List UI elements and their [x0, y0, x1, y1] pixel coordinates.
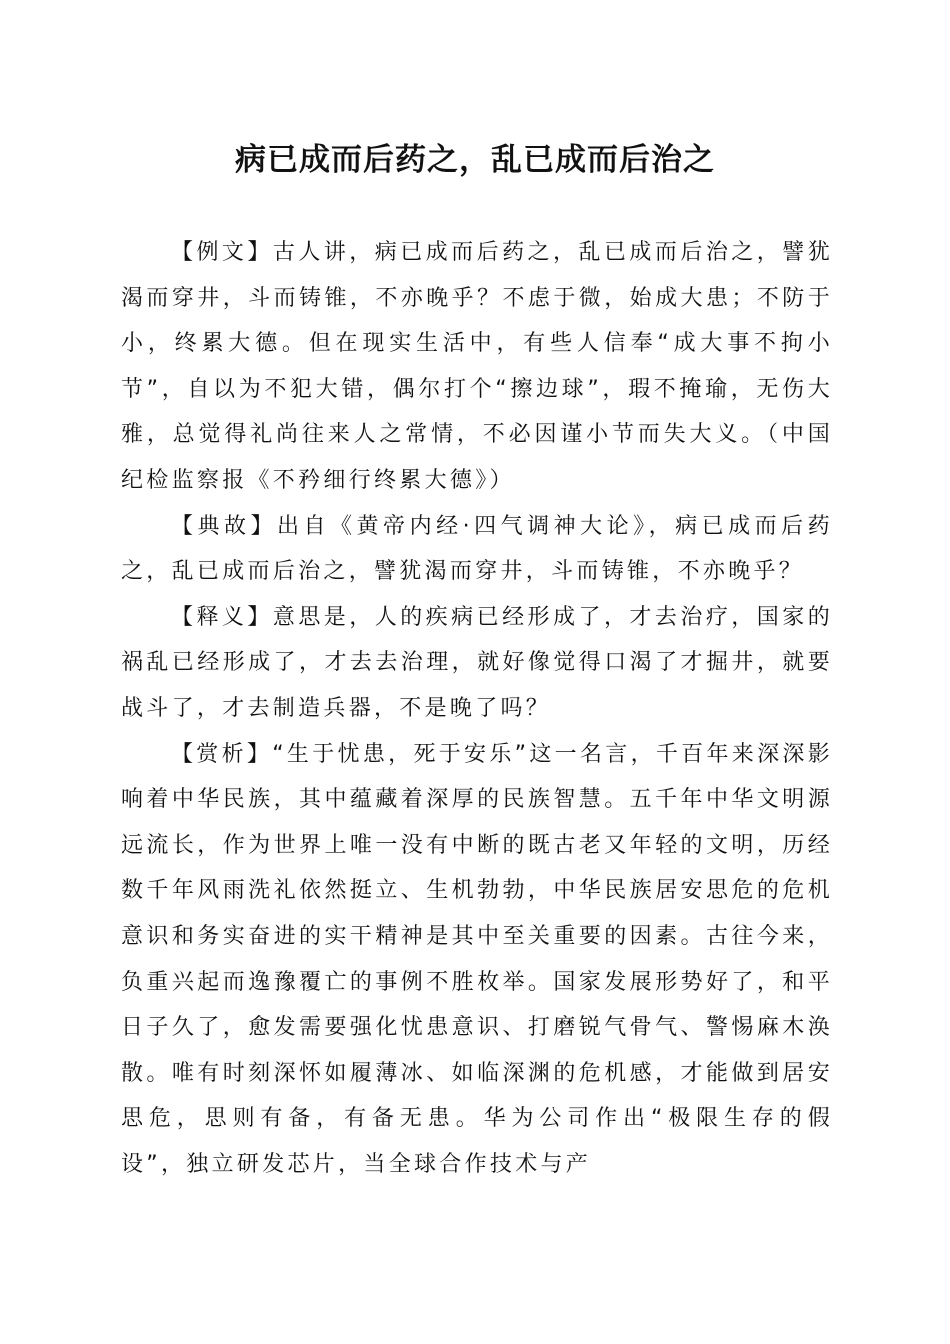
- paragraph-text: “生于忧患，死于安乐”这一名言，千百年来深深影响着中华民族，其中蕴藏着深厚的民族智慧。五千年中华文明源远流长，作为世界上唯一没有中断的既古老又年轻的文明，历经数千年风雨洗礼依然挺立、生机勃勃，中华民族居安思危的危机意识和务实奋进的实干精神是其中至关重要的因素。古往今来，负重兴起而逸豫覆亡的事例不胜枚举。国家发展形势好了，和平日子久了，愈发需要强化忧患意识、打磨锐气骨气、警惕麻木涣散。唯有时刻深怀如履薄冰、如临深渊的危机感，才能做到居安思危，思则有备，有备无患。华为公司作出“极限生存的假设”，独立研发芯片，当全球合作技术与产: [121, 741, 833, 1177]
- paragraph-appreciation: [121, 732, 833, 1188]
- paragraph-tag: 【典故】: [171, 513, 278, 539]
- document-body: [121, 230, 833, 1187]
- paragraph-example: [121, 230, 833, 504]
- paragraph-allusion: [121, 504, 833, 595]
- paragraph-text: 古人讲，病已成而后药之，乱已成而后治之，譬犹渴而穿井，斗而铸锥，不亦晚乎？不虑于微，始成大患；不防于小，终累大德。但在现实生活中，有些人信奉“成大事不拘小节”，自以为不犯大错，偶尔打个“擦边球”，瑕不掩瑜，无伤大雅，总觉得礼尚往来人之常情，不必因谨小节而失大义。（中国纪检监察报《不矜细行终累大德》）: [121, 240, 833, 493]
- document-title: 病已成而后药之，乱已成而后治之: [235, 142, 715, 178]
- paragraph-tag: 【例文】: [171, 240, 273, 265]
- paragraph-text: 出自《黄帝内经·四气调神大论》，病已成而后药之，乱已成而后治之，譬犹渴而穿井，斗而铸锥，不亦晚乎？: [121, 513, 833, 585]
- paragraph-tag: 【赏析】: [171, 741, 273, 767]
- paragraph-text: 意思是，人的疾病已经形成了，才去治疗，国家的祸乱已经形成了，才去去治理，就好像觉得口渴了才掘井，就要战斗了，才去制造兵器，不是晚了吗？: [121, 604, 833, 721]
- paragraph-tag: 【释义】: [171, 604, 273, 630]
- paragraph-meaning: [121, 595, 833, 732]
